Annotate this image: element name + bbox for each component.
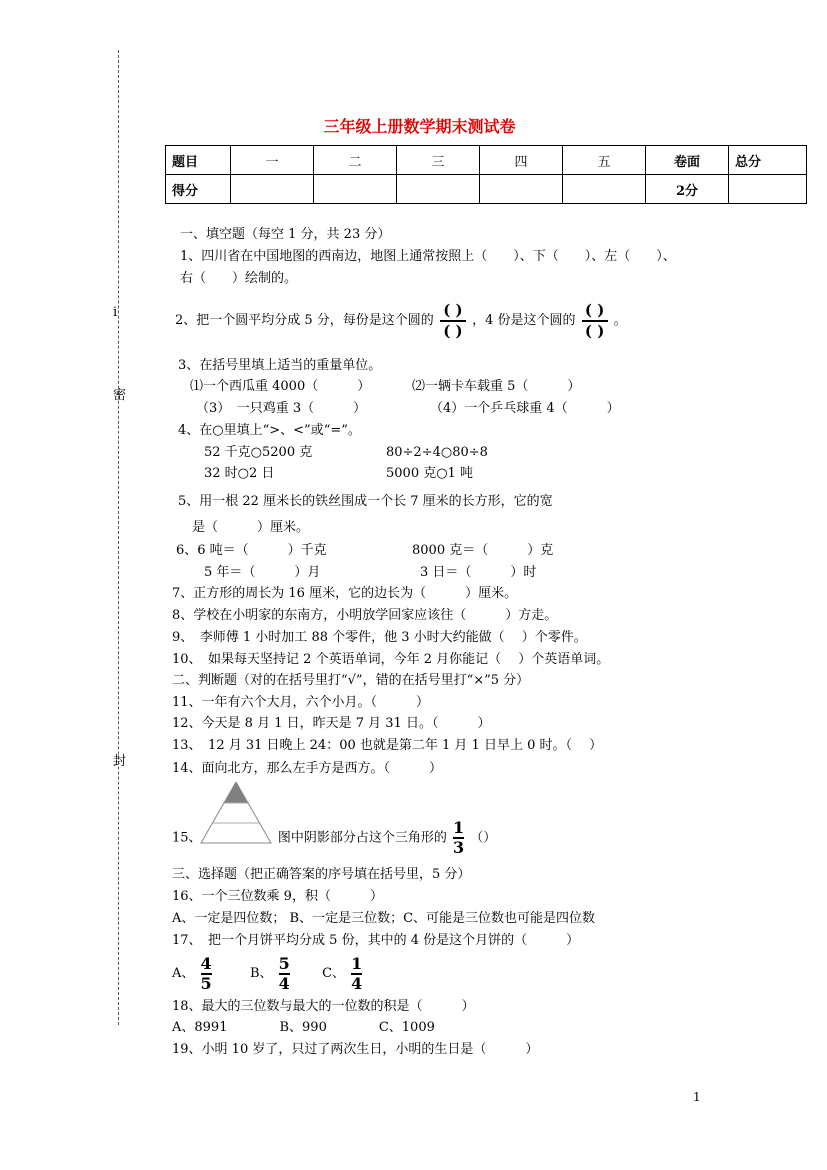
question-line: 12、今天是 8 月 1 日，昨天是 7 月 31 日。（ ） [172, 716, 491, 731]
score-input-cell[interactable] [397, 175, 480, 204]
score-input-cell[interactable] [314, 175, 397, 204]
question-line: ⑴一个西瓜重 4000（ ） [190, 379, 371, 394]
section-heading: 三、选择题（把正确答案的序号填在括号里，5 分） [172, 867, 471, 882]
score-input-cell[interactable] [480, 175, 563, 204]
question-line: 16、一个三位数乘 9，积（ ） [172, 889, 383, 904]
question-line: 6、6 吨＝（ ）千克 [176, 543, 327, 558]
question-line: 14、面向北方，那么左手方是西方。（ ） [172, 761, 443, 776]
fraction [200, 953, 212, 993]
question-options: A、8991 B、990 C、1009 [172, 1020, 435, 1035]
question-line: 5000 克○1 吨 [386, 466, 473, 481]
question-options: A、一定是四位数； B、一定是三位数；C、可能是三位数也可能是四位数 [172, 911, 596, 926]
section-heading: 二、判断题（对的在括号里打“√”，错的在括号里打“×”5 分） [172, 673, 530, 688]
question-line: 32 时○2 日 [204, 466, 275, 481]
question-line: 17、 把一个月饼平均分成 5 份，其中的 4 份是这个月饼的（ ） [172, 933, 580, 948]
question-line: （3） 一只鸡重 3（ ） [196, 401, 367, 416]
question-line: 3、在括号里填上适当的重量单位。 [178, 358, 382, 373]
option-label: C、 [322, 966, 346, 981]
page-title: 三年级上册数学期末测试卷 [323, 117, 516, 136]
question-line: 10、 如果每天坚持记 2 个英语单词，今年 2 月你能记（ ）个英语单词。 [172, 652, 610, 667]
table-cell: 五 [563, 146, 646, 175]
binding-mark-feng: 封 [113, 754, 127, 769]
question-line: 1、四川省在中国地图的西南边，地图上通常按照上（ ）、下（ ）、左（ ）、 [180, 249, 676, 264]
fraction-blank [582, 302, 608, 340]
table-cell: 卷面 [646, 146, 729, 175]
fraction-numerator: 1 [351, 953, 363, 973]
fraction-denominator: 4 [278, 973, 290, 993]
score-input-cell[interactable] [729, 175, 807, 204]
fraction-numerator: ( ) [584, 300, 605, 319]
fraction-numerator: 5 [278, 953, 290, 973]
question-line: 5、用一根 22 厘米长的铁丝围成一个长 7 厘米的长方形，它的宽 [178, 494, 553, 509]
shaded-top-section [225, 782, 247, 803]
fraction-denominator: ( ) [443, 321, 463, 340]
table-cell: 得分 [166, 175, 231, 204]
fraction [278, 953, 290, 993]
question-number: 15、 [172, 830, 202, 846]
table-cell: 一 [231, 146, 314, 175]
table-cell: 二 [314, 146, 397, 175]
question-line: 是（ ）厘米。 [192, 520, 310, 535]
question-line: 7、正方形的周长为 16 厘米，它的边长为（ ）厘米。 [172, 586, 518, 601]
question-text: ，4 份是这个圆的 [472, 313, 576, 328]
question-line: 右（ ）绘制的。 [180, 271, 298, 286]
question-text: 。 [613, 313, 627, 328]
question-line: 18、最大的三位数与最大的一位数的积是（ ） [172, 999, 475, 1014]
fraction-numerator: ( ) [443, 300, 463, 319]
fraction-denominator: 5 [200, 973, 212, 993]
question-line [175, 300, 627, 342]
option-label: B、 [249, 966, 273, 981]
fraction-denominator: 3 [452, 838, 465, 857]
question-text: 图中阴影部分占这个三角形的 [277, 830, 447, 846]
fraction [351, 953, 363, 993]
question-text: 2、把一个圆平均分成 5 分，每份是这个圆的 [175, 313, 434, 328]
score-table-score-row [166, 175, 807, 204]
question-line: 5 年＝（ ）月 [204, 565, 321, 580]
answer-bracket: （） [470, 830, 497, 846]
question-line: 8、学校在小明家的东南方，小明放学回家应该往（ ）方走。 [172, 608, 558, 623]
page-number: 1 [693, 1090, 701, 1104]
question-line: 11、一年有六个大月，六个小月。（ ） [172, 695, 430, 710]
question-line: 8000 克＝（ ）克 [412, 543, 554, 558]
section-heading: 一、填空题（每空 1 分，共 23 分） [180, 227, 391, 242]
score-input-cell[interactable] [231, 175, 314, 204]
fraction-denominator: 4 [351, 973, 363, 993]
question-line: ⑵一辆卡车载重 5（ ） [412, 379, 581, 394]
question-line: 19、小明 10 岁了，只过了两次生日，小明的生日是（ ） [172, 1042, 539, 1057]
fraction-denominator: ( ) [584, 321, 605, 340]
question-line: （4）一个乒乓球重 4（ ） [430, 401, 620, 416]
question-line: 80÷2÷4○80÷8 [386, 445, 488, 460]
question-line: 13、 12 月 31 日晚上 24：00 也就是第二年 1 月 1 日早上 0 时。（ ） [172, 738, 603, 753]
question-options [172, 955, 364, 993]
binding-mark-mi: 密 [113, 388, 127, 403]
fraction-blank [440, 302, 466, 340]
score-table [165, 145, 807, 204]
binding-line [118, 50, 119, 1025]
table-cell: 总分 [729, 146, 807, 175]
fraction-numerator: 1 [452, 818, 465, 837]
question-line [172, 820, 496, 857]
option-label: A、 [172, 966, 195, 981]
score-table-header-row [166, 146, 807, 175]
score-input-cell[interactable] [563, 175, 646, 204]
binding-mark-dot: i [113, 305, 118, 320]
question-line: 52 千克○5200 克 [204, 445, 313, 460]
table-cell: 2分 [646, 175, 729, 204]
table-cell: 三 [397, 146, 480, 175]
table-cell: 题目 [166, 146, 231, 175]
question-line: 9、 李师傅 1 小时加工 88 个零件，他 3 小时大约能做（ ）个零件。 [172, 630, 587, 645]
fraction-numerator: 4 [200, 953, 212, 973]
table-cell: 四 [480, 146, 563, 175]
question-line: 4、在○里填上“>、<”或“=”。 [178, 423, 361, 438]
question-line: 3 日＝（ ）时 [420, 565, 537, 580]
fraction [453, 820, 464, 856]
